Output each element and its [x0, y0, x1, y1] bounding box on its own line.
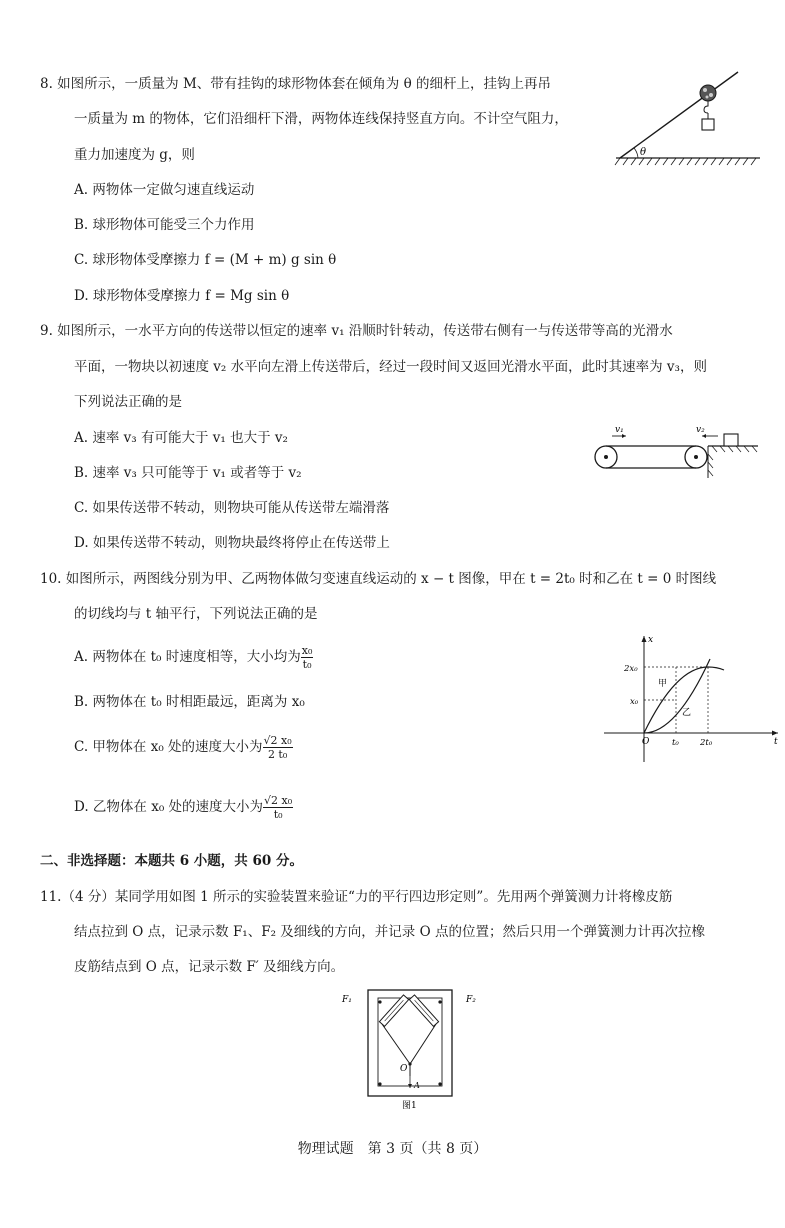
q11-label-F2: F₂	[466, 995, 476, 1005]
q10-option-a-den: t₀	[302, 658, 312, 671]
q10-curve-yi	[644, 659, 710, 733]
q11-label-A: A	[414, 1081, 420, 1090]
q10-option-d	[74, 794, 293, 821]
q9-conveyor-figure	[588, 420, 760, 482]
q9-stem-line3: 下列说法正确的是	[74, 394, 182, 410]
q10-tick-t0: t₀	[672, 738, 679, 748]
q11-stem-line1: 11.（4 分）某同学用如图 1 所示的实验装置来验证“力的平行四边形定则”。先用两个弹簧测力计将橡皮筋	[40, 889, 673, 905]
q9-stem-line2: 平面，一物块以初速度 v₂ 水平向左滑上传送带后，经过一段时间又返回光滑水平面，此时其速率为 v₃，则	[74, 359, 707, 375]
q8-option-c: C. 球形物体受摩擦力 f = (M + m) g sin θ	[74, 252, 337, 268]
q10-stem-line2: 的切线均与 t 轴平行，下列说法正确的是	[74, 606, 318, 622]
page-footer: 物理试题 第 3 页（共 8 页）	[297, 1141, 488, 1157]
q9-option-a: A. 速率 v₃ 有可能大于 v₁ 也大于 v₂	[74, 430, 288, 446]
q10-option-a-fraction	[301, 644, 314, 671]
q8-incline-figure	[612, 68, 762, 170]
q11-figure-caption: 图1	[402, 1101, 417, 1111]
q9-stem-line1: 9. 如图所示，一水平方向的传送带以恒定的速率 v₁ 沿顺时针转动，传送带右侧有一与传送带等高的光滑水	[40, 323, 673, 339]
q10-option-d-num: √2 x₀	[264, 794, 293, 807]
q9-option-d: D. 如果传送带不转动，则物块最终将停止在传送带上	[74, 535, 390, 551]
q10-label-jia: 甲	[658, 679, 668, 689]
q9-v1-label: v₁	[615, 425, 624, 435]
q10-tick-x0: x₀	[630, 697, 639, 707]
q10-option-d-den: t₀	[273, 808, 283, 821]
q10-option-a-text: A. 两物体在 t₀ 时速度相等，大小均为	[74, 649, 301, 665]
q11-experiment-figure	[336, 988, 486, 1112]
q10-tick-2t0: 2t₀	[700, 738, 713, 748]
q8-stem-line2: 一质量为 m 的物体，它们沿细杆下滑，两物体连线保持竖直方向。不计空气阻力，	[74, 111, 568, 127]
q10-option-a-num: x₀	[301, 644, 313, 657]
q10-option-c-den: 2 t₀	[267, 748, 288, 761]
q9-option-c: C. 如果传送带不转动，则物块可能从传送带左端滑落	[74, 500, 390, 516]
q10-option-c-num: √2 x₀	[263, 734, 292, 747]
q10-xt-graph	[594, 630, 784, 766]
section-2-heading: 二、非选择题：本题共 6 小题，共 60 分。	[40, 853, 303, 869]
q11-stem-line2: 结点拉到 O 点，记录示数 F₁、F₂ 及细线的方向，并记录 O 点的位置；然后只用一个弹簧测力计再次拉橡	[74, 924, 705, 940]
q10-label-yi: 乙	[682, 708, 692, 718]
q8-stem-line1: 8. 如图所示，一质量为 M、带有挂钩的球形物体套在倾角为 θ 的细杆上，挂钩上再吊	[40, 76, 551, 92]
q10-option-c	[74, 734, 293, 761]
q10-axis-t-label: t	[774, 737, 778, 747]
q10-option-c-text: C. 甲物体在 x₀ 处的速度大小为	[74, 739, 263, 755]
q9-option-b: B. 速率 v₃ 只可能等于 v₁ 或者等于 v₂	[74, 465, 302, 481]
q10-stem-line1: 10. 如图所示，两图线分别为甲、乙两物体做匀变速直线运动的 x − t 图像，甲在 t = 2t₀ 时和乙在 t = 0 时图线	[40, 571, 717, 587]
q9-v2-label: v₂	[696, 425, 705, 435]
q10-axis-x-label: x	[648, 635, 654, 645]
q11-label-O: O	[400, 1064, 408, 1074]
q8-stem-line3: 重力加速度为 g，则	[74, 147, 195, 163]
q11-label-F1: F₁	[342, 995, 352, 1005]
q8-theta-label: θ	[640, 147, 647, 158]
q10-option-c-fraction	[263, 734, 293, 761]
q8-option-b: B. 球形物体可能受三个力作用	[74, 217, 255, 233]
q10-option-b: B. 两物体在 t₀ 时相距最远，距离为 x₀	[74, 694, 305, 710]
q8-option-d: D. 球形物体受摩擦力 f = Mg sin θ	[74, 288, 290, 304]
q11-stem-line3: 皮筋结点到 O 点，记录示数 F′ 及细线方向。	[74, 959, 345, 975]
q10-origin-label: O	[642, 737, 650, 747]
q10-option-a	[74, 644, 313, 671]
q10-option-d-text: D. 乙物体在 x₀ 处的速度大小为	[74, 799, 264, 815]
q8-option-a: A. 两物体一定做匀速直线运动	[74, 182, 255, 198]
q10-option-d-fraction	[263, 794, 293, 821]
q10-tick-2x0: 2x₀	[624, 664, 638, 674]
